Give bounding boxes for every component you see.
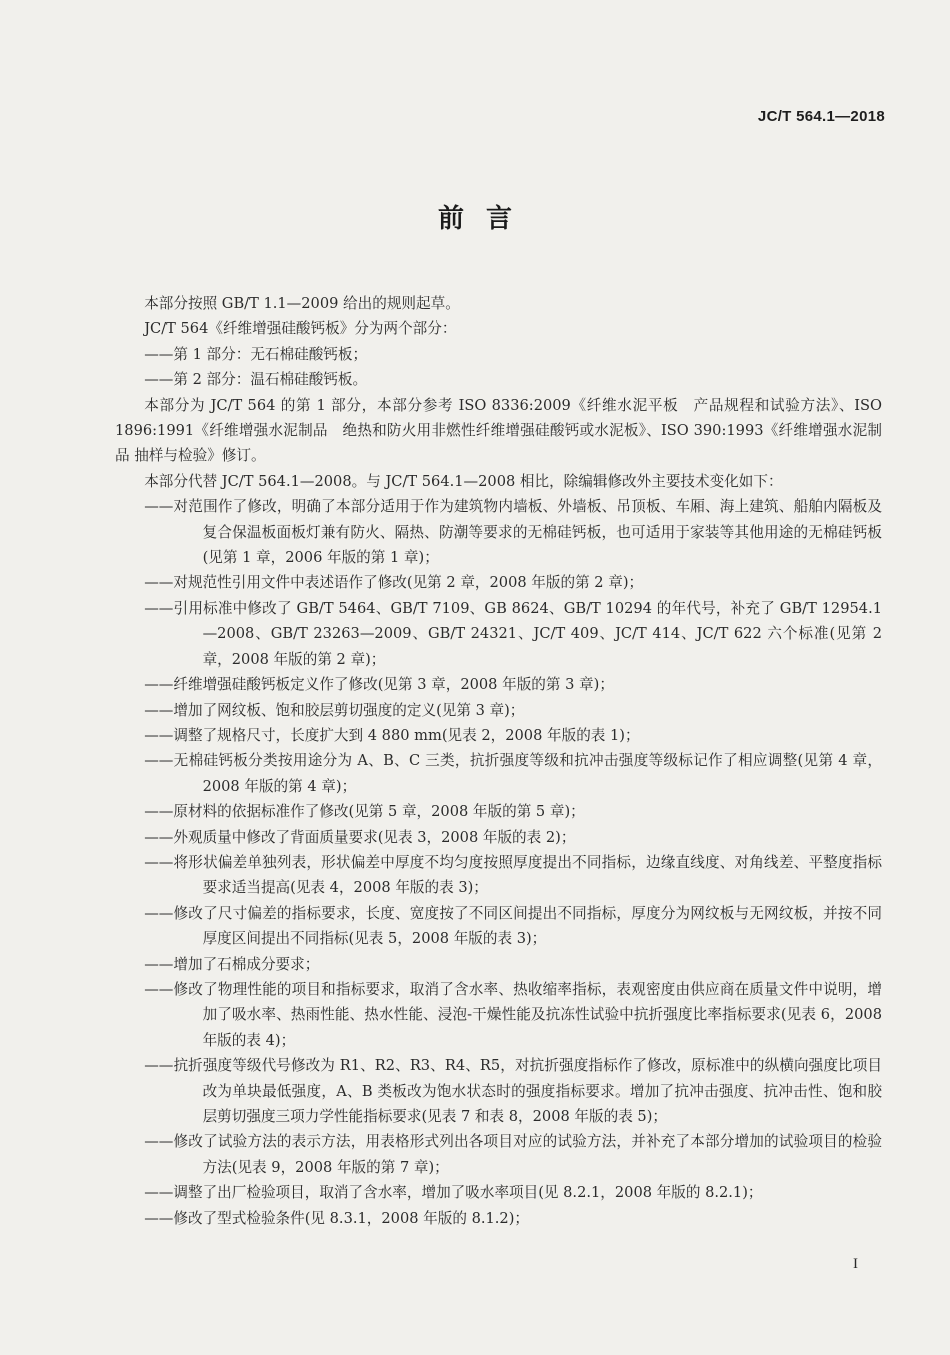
change-item: ——增加了网纹板、饱和胶层剪切强度的定义(见第 3 章)； <box>144 701 525 719</box>
change-item: ——引用标准中修改了 GB/T 5464、GB/T 7109、GB 8624、GB/T 10294 的年代号，补充了 GB/T 12954.1—2008、GB/T 23263—2009、GB/T 24321、JC/T 409、JC/T 414、JC/T 622 六个标准(见第 2 章，2008 年版的第 2 章)； <box>144 599 882 668</box>
change-item: ——对范围作了修改，明确了本部分适用于作为建筑物内墙板、外墙板、吊顶板、车厢、海上建筑、船舶内隔板及复合保温板面板灯兼有防火、隔热、防潮等要求的无棉硅钙板，也可适用于家装等其他用途的无棉硅钙板(见第 1 章，2006 年版的第 1 章)； <box>144 498 882 567</box>
change-item: ——对规范性引用文件中表述语作了修改(见第 2 章，2008 年版的第 2 章)； <box>144 574 644 592</box>
change-item: ——调整了规格尺寸，长度扩大到 4 880 mm(见表 2，2008 年版的表 1)； <box>144 726 640 744</box>
change-item: ——修改了尺寸偏差的指标要求，长度、宽度按了不同区间提出不同指标，厚度分为网纹板与无网纹板，并按不同厚度区间提出不同指标(见表 5，2008 年版的表 3)； <box>144 904 882 948</box>
change-item: ——原材料的依据标准作了修改(见第 5 章，2008 年版的第 5 章)； <box>144 803 585 821</box>
page-number: I <box>853 1256 858 1272</box>
foreword-body <box>115 291 882 1231</box>
page-title: 前言 <box>437 204 534 234</box>
change-item: ——修改了型式检验条件(见 8.3.1，2008 年版的 8.1.2)； <box>144 1209 529 1227</box>
list-item-part-2: ——第 2 部分：温石棉硅酸钙板。 <box>144 371 368 389</box>
paragraph-references: 本部分为 JC/T 564 的第 1 部分，本部分参考 ISO 8336:2009《纤维水泥平板 产品规程和试验方法》、ISO 1896:1991《纤维增强水泥制品 绝热和防火用非燃性纤维增强硅酸钙或水泥板》、ISO 390:1993《纤维增强水泥制品 抽样与检验》修订。 <box>115 396 882 465</box>
paragraph-replaces: 本部分代替 JC/T 564.1—2008。与 JC/T 564.1—2008 相比，除编辑修改外主要技术变化如下： <box>144 472 783 490</box>
change-item: ——调整了出厂检验项目，取消了含水率，增加了吸水率项目(见 8.2.1，2008 年版的 8.2.1)； <box>144 1184 763 1202</box>
change-item: ——将形状偏差单独列表，形状偏差中厚度不均匀度按照厚度提出不同指标，边缘直线度、对角线差、平整度指标要求适当提高(见表 4，2008 年版的表 3)； <box>144 853 882 897</box>
standard-code: JC/T 564.1—2018 <box>757 108 885 125</box>
change-item: ——无棉硅钙板分类按用途分为 A、B、C 三类，抗折强度等级和抗冲击强度等级标记作了相应调整(见第 4 章，2008 年版的第 4 章)； <box>144 752 882 795</box>
paragraph-drafting-rules: 本部分按照 GB/T 1.1—2009 给出的规则起草。 <box>144 295 460 312</box>
change-item: ——外观质量中修改了背面质量要求(见表 3，2008 年版的表 2)； <box>144 828 576 846</box>
change-item: ——纤维增强硅酸钙板定义作了修改(见第 3 章，2008 年版的第 3 章)； <box>144 676 614 694</box>
change-item: ——修改了试验方法的表示方法，用表格形式列出各项目对应的试验方法，并补充了本部分增加的试验项目的检验方法(见表 9，2008 年版的第 7 章)； <box>144 1133 882 1176</box>
change-item: ——修改了物理性能的项目和指标要求，取消了含水率、热收缩率指标，表观密度由供应商在质量文件中说明，增加了吸水率、热雨性能、热水性能、浸泡-干燥性能及抗冻性试验中抗折强度比率指标要求(见表 6，2008 年版的表 4)； <box>144 980 882 1049</box>
paragraph-parts-intro: JC/T 564《纤维增强硅酸钙板》分为两个部分： <box>144 320 457 338</box>
list-item-part-1: ——第 1 部分：无石棉硅酸钙板； <box>144 345 368 363</box>
change-item: ——抗折强度等级代号修改为 R1、R2、R3、R4、R5，对抗折强度指标作了修改，原标准中的纵横向强度比项目改为单块最低强度，A、B 类板改为饱水状态时的强度指标要求。增加了抗冲击强度、抗冲击性、饱和胶层剪切强度三项力学性能指标要求(见表 7 和表 8，2008 年版的表 5)； <box>144 1057 882 1125</box>
change-item: ——增加了石棉成分要求； <box>144 955 320 973</box>
